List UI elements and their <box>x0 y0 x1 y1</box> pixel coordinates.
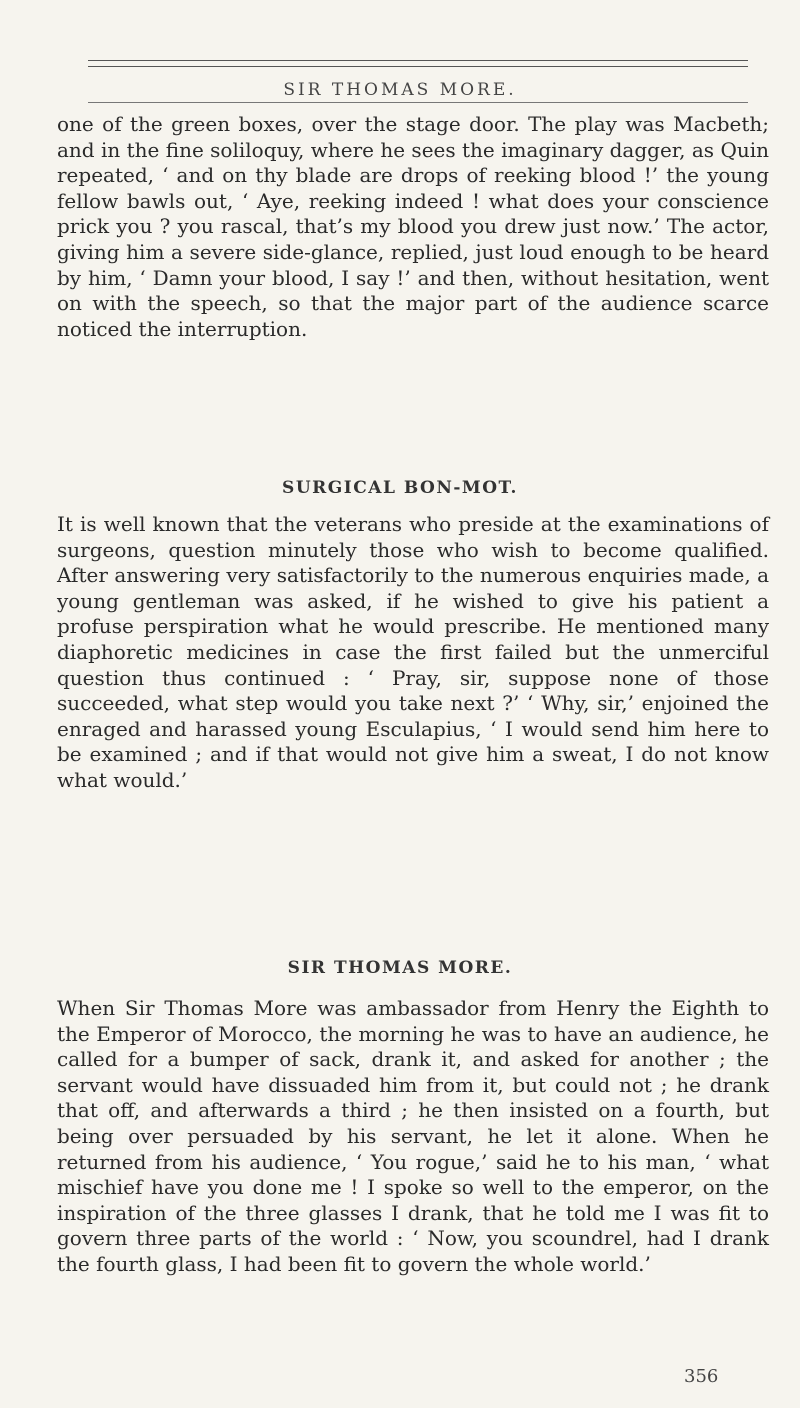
header-rule <box>88 102 748 103</box>
running-head: SIR THOMAS MORE. <box>283 80 517 100</box>
section-heading-surgical-bon-mot: SURGICAL BON-MOT. <box>282 478 518 498</box>
section-heading-sir-thomas-more: SIR THOMAS MORE. <box>287 958 513 978</box>
paragraph-quin-anecdote: one of the green boxes, over the stage door. The play was Macbeth; and in the fine soliloquy, where he sees the imaginary dagger, as Quin repeated, ‘ and on thy blade are drops of reeking blood !’ the young fellow bawls out, ‘ Aye, reeking indeed ! what does your conscience prick you ? you rascal, that’s my blood you drew just now.’ The actor, giving him a severe side-glance, replied, just loud enough to be heard by him, ‘ Damn your blood, I say !’ and then, without hesitation, went on with the speech, so that the major part of the audience scarce noticed the interruption. <box>57 112 769 341</box>
top-rule <box>88 60 748 61</box>
paragraph-sir-thomas-more: When Sir Thomas More was ambassador from Henry the Eighth to the Emperor of Morocco, the morning he was to have an audience, he called for a bumper of sack, drank it, and asked for another ; the servant would have dissuaded him from it, but could not ; he drank that off, and afterwards a third ; he then insisted on a fourth, but being over persuaded by his servant, he let it alone. When he returned from his audience, ‘ You rogue,’ said he to his man, ‘ what mischief have you done me ! I spoke so well to the emperor, on the inspiration of the three glasses I drank, that he told me I was fit to govern three parts of the world : ‘ Now, you scoundrel, had I drank the fourth glass, I had been fit to govern the whole world.’ <box>57 996 769 1276</box>
top-rule <box>88 66 748 67</box>
page-number: 356 <box>684 1366 719 1387</box>
paragraph-surgical-bon-mot: It is well known that the veterans who preside at the examinations of surgeons, question minutely those who wish to become qualified. After answering very satisfactorily to the numerous enquiries made, a young gentleman was asked, if he wished to give his patient a profuse perspiration what he would prescribe. He mentioned many diaphoretic medicines in case the first failed but the unmerciful question thus continued : ‘ Pray, sir, suppose none of those succeeded, what step would you take next ?’ ‘ Why, sir,’ enjoined the enraged and harassed young Esculapius, ‘ I would send him here to be examined ; and if that would not give him a sweat, I do not know what would.’ <box>57 512 769 792</box>
